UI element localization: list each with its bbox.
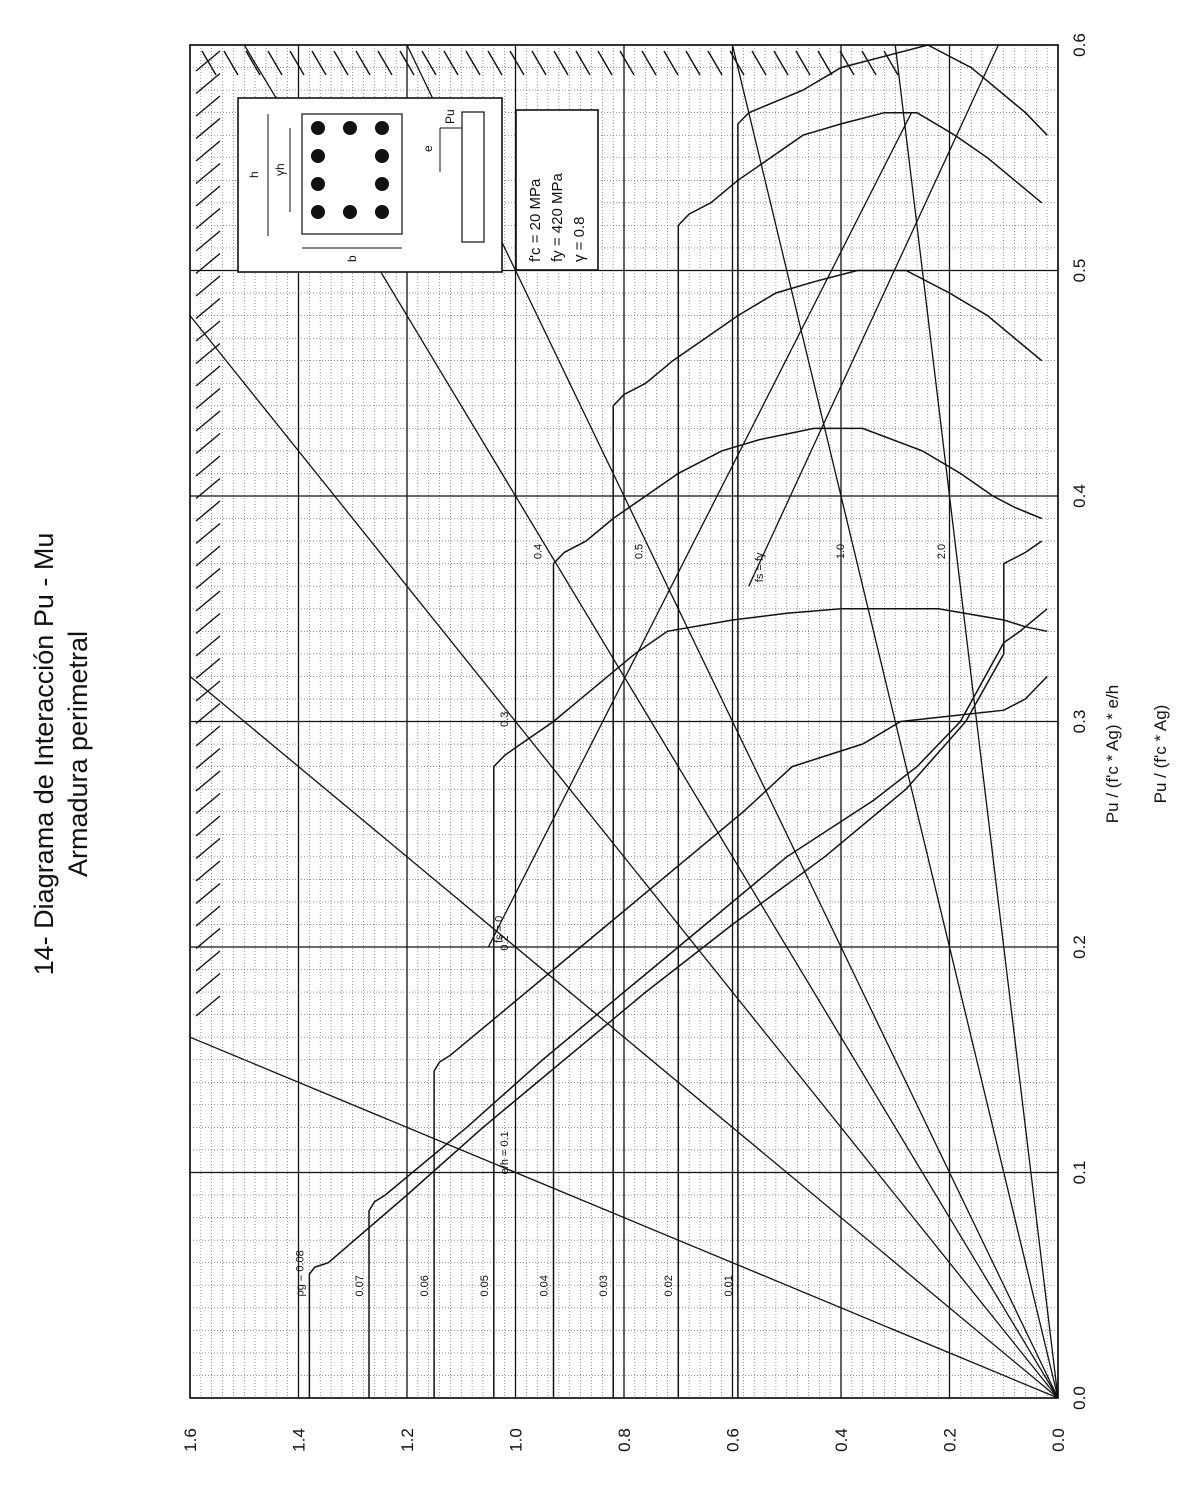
x-tick-label: 0.2 — [1070, 935, 1089, 959]
chart-subtitle: Armadura perimetral — [63, 630, 93, 878]
curve-label: 0.07 — [354, 1275, 367, 1297]
y-tick-label: 0.0 — [1049, 1428, 1068, 1452]
x-tick-label: 0.5 — [1070, 258, 1089, 283]
y-tick-label: 0.6 — [723, 1428, 743, 1452]
param-fc: f'c = 20 MPa — [527, 178, 544, 262]
label-h: h — [247, 171, 261, 178]
eccentricity-line-label: 0.3 — [498, 711, 511, 727]
x-tick-label: 0.1 — [1070, 1160, 1089, 1185]
eccentricity-line-label: 2.0 — [936, 543, 949, 560]
param-gamma: γ = 0.8 — [571, 216, 588, 262]
x-tick-label: 0.6 — [1070, 33, 1089, 57]
eccentricity-line-label: 0.5 — [633, 543, 646, 560]
eccentricity-line-label: 0.2 — [498, 935, 511, 951]
y-tick-label: 0.8 — [615, 1428, 634, 1452]
eccentricity-line-label: 0.4 — [532, 543, 545, 560]
y-tick-label: 0.2 — [940, 1428, 960, 1452]
y-axis-title: Pu / (f'c * Ag) — [1151, 704, 1170, 804]
curve-label: 0.03 — [598, 1275, 611, 1297]
chart-title: 14- Diagrama de Interacción Pu - Mu — [29, 532, 59, 976]
eccentricity-line-label: e/h = 0.1 — [498, 1131, 511, 1175]
y-tick-label: 1.4 — [289, 1428, 309, 1452]
strain-line-label: fs = 0 — [493, 915, 506, 943]
y-tick-label: 1.2 — [398, 1428, 417, 1452]
strain-line-label: fs = fy — [753, 552, 766, 583]
label-gh: γh — [273, 163, 287, 176]
x-tick-label: 0.0 — [1070, 1386, 1089, 1410]
x-tick-label: 0.4 — [1070, 484, 1089, 508]
y-tick-label: 1.6 — [181, 1428, 200, 1452]
eccentricity-line-label: 1.0 — [835, 543, 848, 560]
label-b: b — [345, 255, 359, 262]
y-tick-label: 0.4 — [832, 1428, 851, 1452]
x-tick-label: 0.3 — [1070, 709, 1089, 734]
y-tick-label: 1.0 — [506, 1428, 526, 1452]
param-fy: fy = 420 MPa — [549, 173, 566, 262]
curve-label: 0.01 — [722, 1275, 735, 1297]
label-e: e — [421, 145, 435, 152]
curve-label: 0.05 — [478, 1275, 491, 1297]
curve-label: ρg = 0.08 — [294, 1250, 307, 1297]
curve-label: 0.06 — [419, 1275, 432, 1297]
curve-label: 0.04 — [538, 1275, 551, 1297]
x-axis-title: Pu / (f'c * Ag) * e/h — [1103, 684, 1122, 824]
curve-label: 0.02 — [663, 1275, 676, 1297]
label-pu: Pu — [443, 109, 457, 124]
